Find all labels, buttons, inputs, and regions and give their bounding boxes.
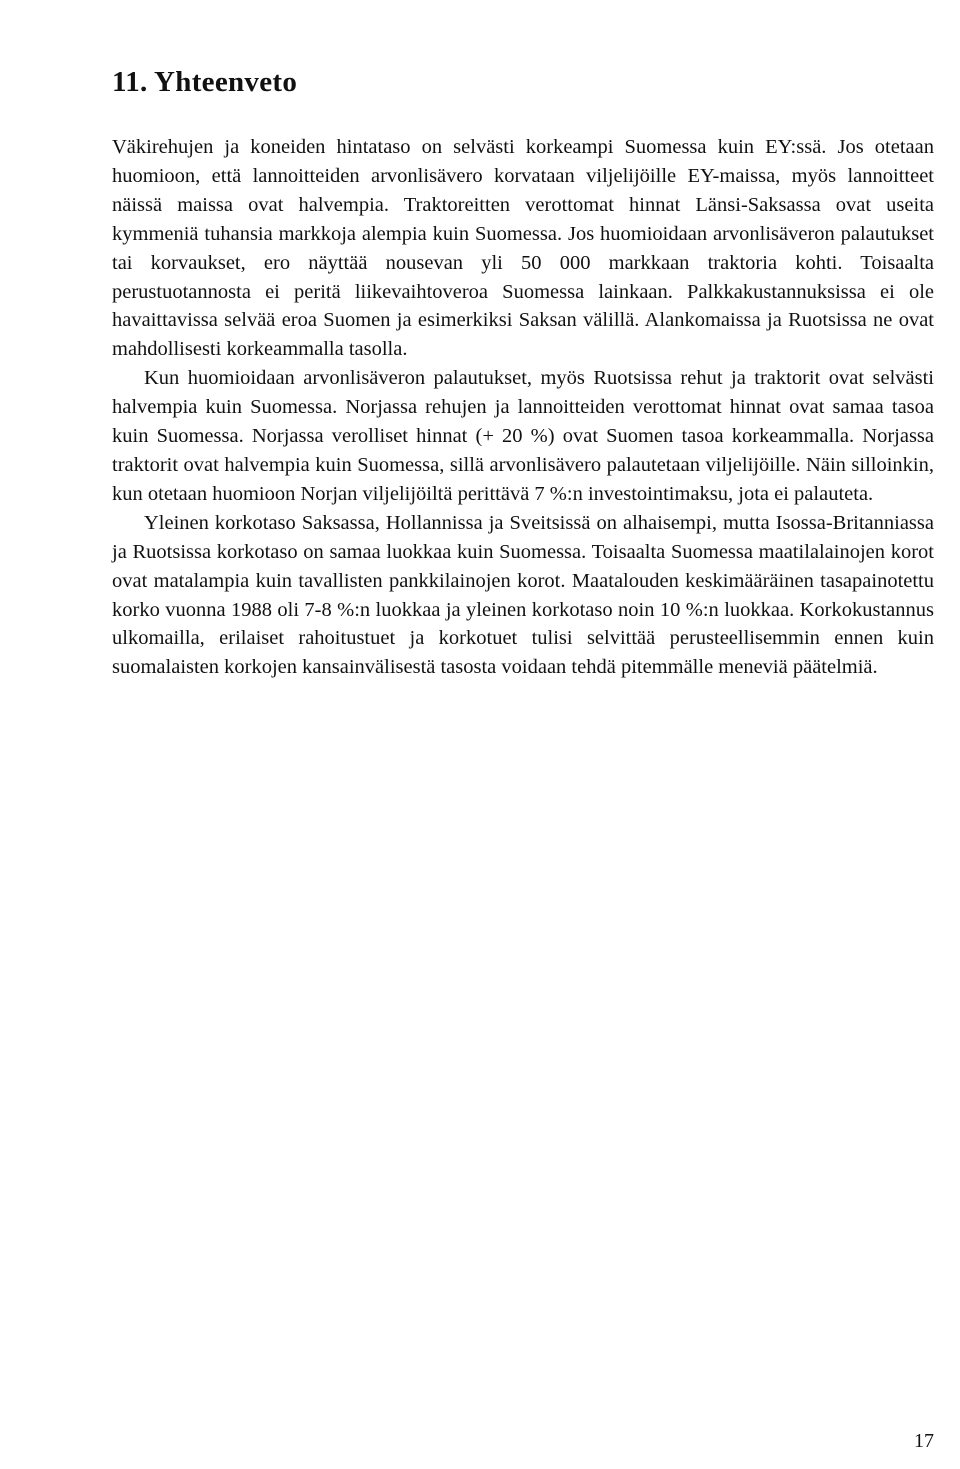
paragraph-2: Kun huomioidaan arvonlisäveron palautukset, myös Ruotsissa rehut ja traktorit ovat selvästi halvempia kuin Suomessa. Norjassa rehujen ja lannoitteiden verottomat hinnat ovat samaa tasoa kuin Suomessa. Norjassa verolliset hinnat (+ 20 %) ovat Suomen tasoa korkeammalla. Norjassa traktorit ovat halvempia kuin Suomessa, sillä arvonlisävero palautetaan viljelijöille. Näin silloinkin, kun otetaan huomioon Norjan viljelijöiltä perittävä 7 %:n investointimaksu, jota ei palauteta.	[112, 367, 934, 505]
section-body	[112, 133, 934, 682]
section-heading: 11. Yhteenveto	[112, 66, 298, 98]
paragraph-1: Väkirehujen ja koneiden hintataso on selvästi korkeampi Suomessa kuin EY:ssä. Jos otetaan huomioon, että lannoitteiden arvonlisävero korvataan viljelijöille EY-maissa, myös lannoitteet näissä maissa ovat halvempia. Traktoreitten verottomat hinnat Länsi-Saksassa ovat useita kymmeniä tuhansia markkoja alempia kuin Suomessa. Jos huomioidaan arvonlisäveron palautukset tai korvaukset, ero näyttää nousevan yli 50 000 markkaan traktoria kohti. Toisaalta perustuotannosta ei peritä liikevaihtoveroa Suomessa lainkaan. Palkkakustannuksissa ei ole havaittavissa selvää eroa Suomen ja esimerkiksi Saksan välillä. Alankomaissa ja Ruotsissa ne ovat mahdollisesti korkeammalla tasolla.	[112, 136, 934, 361]
paragraph-3: Yleinen korkotaso Saksassa, Hollannissa ja Sveitsissä on alhaisempi, mutta Isossa-Britanniassa ja Ruotsissa korkotaso on samaa luokkaa kuin Suomessa. Toisaalta Suomessa maatilalainojen korot ovat matalampia kuin tavallisten pankkilainojen korot. Maatalouden keskimääräinen tasapainotettu korko vuonna 1988 oli 7-8 %:n luokkaa ja yleinen korkotaso noin 10 %:n luokkaa. Korkokustannus ulkomailla, erilaiset rahoitustuet ja korkotuet tulisi selvittää perusteellisemmin ennen kuin suomalaisten korkojen kansainvälisestä tasosta voidaan tehdä pitemmälle meneviä päätelmiä.	[112, 511, 934, 679]
page-number: 17	[914, 1430, 934, 1452]
